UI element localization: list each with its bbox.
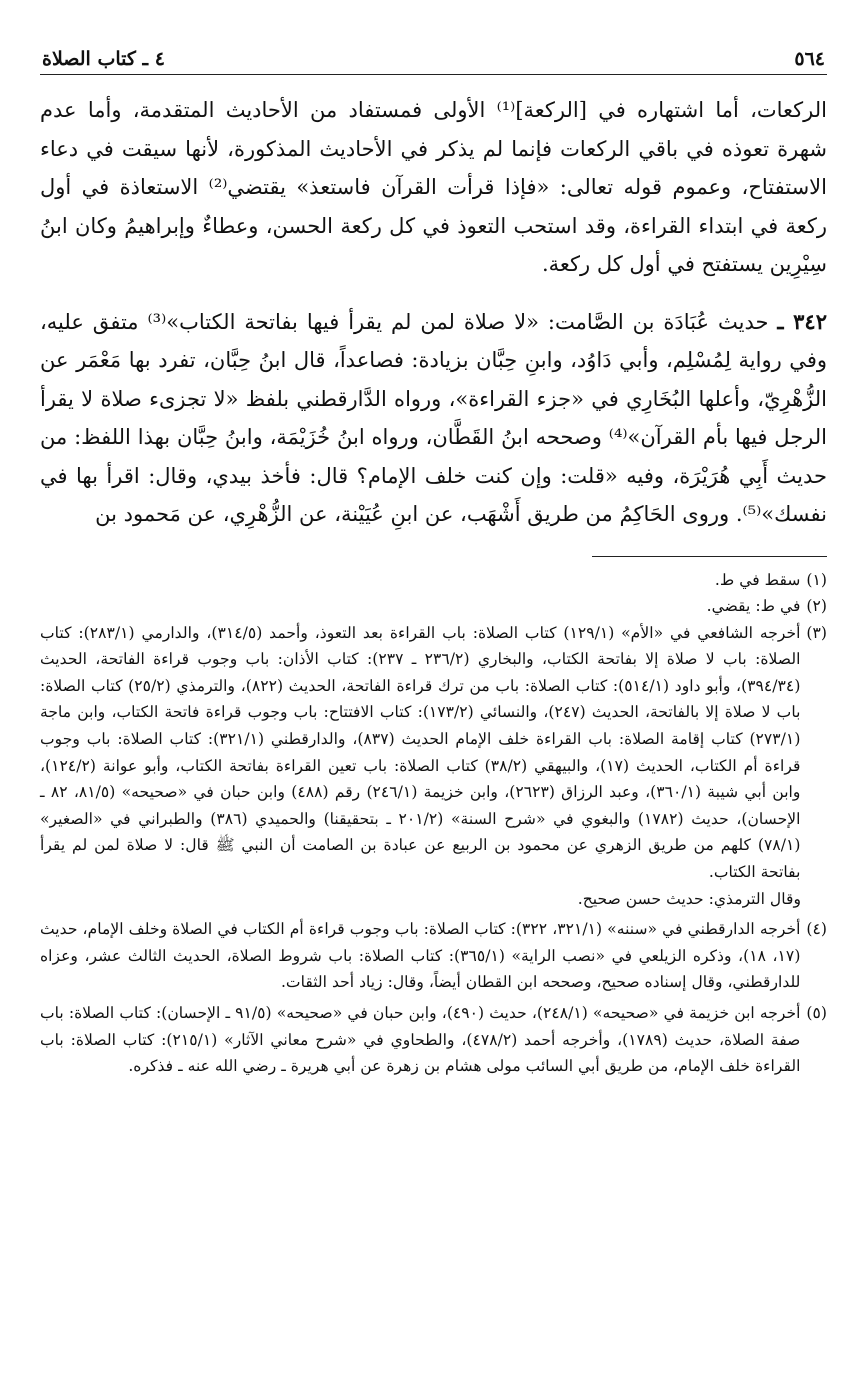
running-head <box>40 38 827 75</box>
footnote-number: (٢) <box>806 597 827 616</box>
footnote-text: أخرجه الدارقطني في «سننه» (٣٢١/١، ٣٢٢): كتاب الصلاة: باب وجوب قراءة أم الكتاب في الصلاة وخلف الإمام، حديث (١٧، ١٨)، وذكره الزيلعي في «نصب الراية» (٣٦٥/١): كتاب الصلاة: باب شروط الصلاة، الحديث الثالث عشر، وعزاه للدارقطني، وقال إسناده صحيح، وصححه ابن القطان أيضاً، وقال: زياد أحد الثقات. <box>40 920 801 992</box>
footnote <box>40 593 827 620</box>
footnote-separator <box>592 556 827 557</box>
hadith-text: حديث عُبَادَة بن الصَّامت: «لا صلاة لمن لم يقرأ فيها بفاتحة الكتاب»⁽³⁾ متفق عليه، وفي رواية لِمُسْلِم، وأبي دَاوُد، وابنِ حِبَّان بزيادة: فصاعداً، قال ابنُ حِبَّان، تفرد بها مَعْمَر عن الزُّهْرِيّ، وأعلها البُخَارِي في «جزء القراءة»، ورواه الدَّارقطني بلفظ «لا تجزىء صلاة لا يقرأ الرجل فيها بأم القرآن»⁽⁴⁾ وصححه ابنُ القَطَّان، ورواه ابنُ خُزَيْمَة، وابنُ حِبَّان بهذا اللفظ: من حديث أَبِي هُرَيْرَة، وفيه «قلت: وإن كنت خلف الإمام؟ قال: فأخذ بيدي، وقال: اقرأ بها في نفسك»⁽⁵⁾. وروى الحَاكِمُ من طريق أَشْهَب، عن ابنِ عُيَيْنة، عن الزُّهْرِي، عن مَحمود بن <box>40 309 827 526</box>
footnote-number: (١) <box>806 570 827 589</box>
footnote <box>40 916 827 996</box>
footnote <box>40 620 827 886</box>
body-paragraph: الركعات، أما اشتهاره في [الركعة]⁽¹⁾ الأولى فمستفاد من الأحاديث المتقدمة، وأما عدم شهرة تعوذه في باقي الركعات فإنما لم يذكر في الأحاديث المذكورة، لأنها سيقت في دعاء الاستفتاح، وعموم قوله تعالى: «فإذا قرأت القرآن فاستعذ» يقتضي⁽²⁾ الاستعاذة في أول ركعة في ابتداء القراءة، وقد استحب التعوذ في كل ركعة الحسن، وعطاءٌ وإبراهيمُ وكان ابنُ سِيْرِين يستفتح في أول كل ركعة. <box>40 98 827 276</box>
page-number: ٥٦٤ <box>794 48 825 70</box>
footnote-text: سقط في ط. <box>714 570 801 589</box>
footnote-continuation: وقال الترمذي: حديث حسن صحيح. <box>577 889 801 908</box>
footnote <box>40 1000 827 1080</box>
footnote <box>40 567 827 594</box>
hadith-paragraph <box>40 303 827 534</box>
footnote-text: في ط: يقضي. <box>706 597 801 616</box>
chapter-title: ٤ ـ كتاب الصلاة <box>42 48 165 70</box>
hadith-number: ٣٤٢ ـ <box>777 308 827 334</box>
footnote-text: أخرجه الشافعي في «الأم» (١٢٩/١) كتاب الصلاة: باب القراءة بعد التعوذ، وأحمد (٣١٤/٥)، والدارمي (٢٨٣/١): كتاب الصلاة: باب لا صلاة إلا بفاتحة الكتاب، والبخاري (٢٣٦/٢ ـ ٢٣٧): كتاب الأذان: باب وجوب قراءة الفاتحة، الحديث (٣٩٤/٣٤)، وأبو داود (٥١٤/١): كتاب الصلاة: باب من ترك قراءة الفاتحة، الحديث (٨٢٢)، والترمذي (٢٥/٢) كتاب الصلاة: باب لا صلاة إلا بالفاتحة، الحديث (٢٤٧)، والنسائي (١٧٣/٢): كتاب الافتتاح: باب وجوب قراءة فاتحة الكتاب، وابن ماجة (٢٧٣/١) كتاب إقامة الصلاة: باب القراءة خلف الإمام الحديث (٨٣٧)، والدارقطني (٣٢١/١): كتاب الصلاة: باب وجوب قراءة أم الكتاب، الحديث (١٧)، والبيهقي (٣٨/٢) كتاب الصلاة: باب تعين القراءة بفاتحة الكتاب، وأبو عوانة (١٢٤/٢)، وابن أبي شيبة (٣٦٠/١)، وعبد الرزاق (٢٦٢٣)، وابن خزيمة (٢٤٦/١) رقم (٤٨٨) وابن حبان في «صحيحه» (٨١/٥، ٨٢ ـ الإحسان)، حديث (١٧٨٢) والبغوي في «شرح السنة» (٢٠١/٢ ـ بتحقيقنا) والحميدي (٣٨٦) والطبراني في «الصغير» (٧٨/١) كلهم من طريق الزهري عن محمود بن الربيع عن عبادة بن الصامت أن النبي ﷺ قال: لا صلاة لمن لم يقرأ بفاتحة الكتاب. <box>40 623 801 882</box>
footnote-text: أخرجه ابن خزيمة في «صحيحه» (٢٤٨/١)، حديث (٤٩٠)، وابن حبان في «صحيحه» (٩١/٥ ـ الإحسان): كتاب الصلاة: باب صفة الصلاة، حديث (١٧٨٩)، وأخرجه أحمد (٤٧٨/٢)، والطحاوي في «شرح معاني الآثار» (٢١٥/١): كتاب الصلاة: باب القراءة خلف الإمام، من طريق أبي السائب مولى هشام بن زهرة عن أبي هريرة ـ رضي الله عنه ـ فذكره. <box>40 1004 801 1076</box>
page <box>40 38 827 1080</box>
footnote-number: (٤) <box>806 920 827 939</box>
footnote-number: (٥) <box>806 1004 827 1022</box>
main-text <box>40 91 827 534</box>
footnotes <box>40 567 827 1080</box>
footnote-number: (٣) <box>806 623 827 642</box>
